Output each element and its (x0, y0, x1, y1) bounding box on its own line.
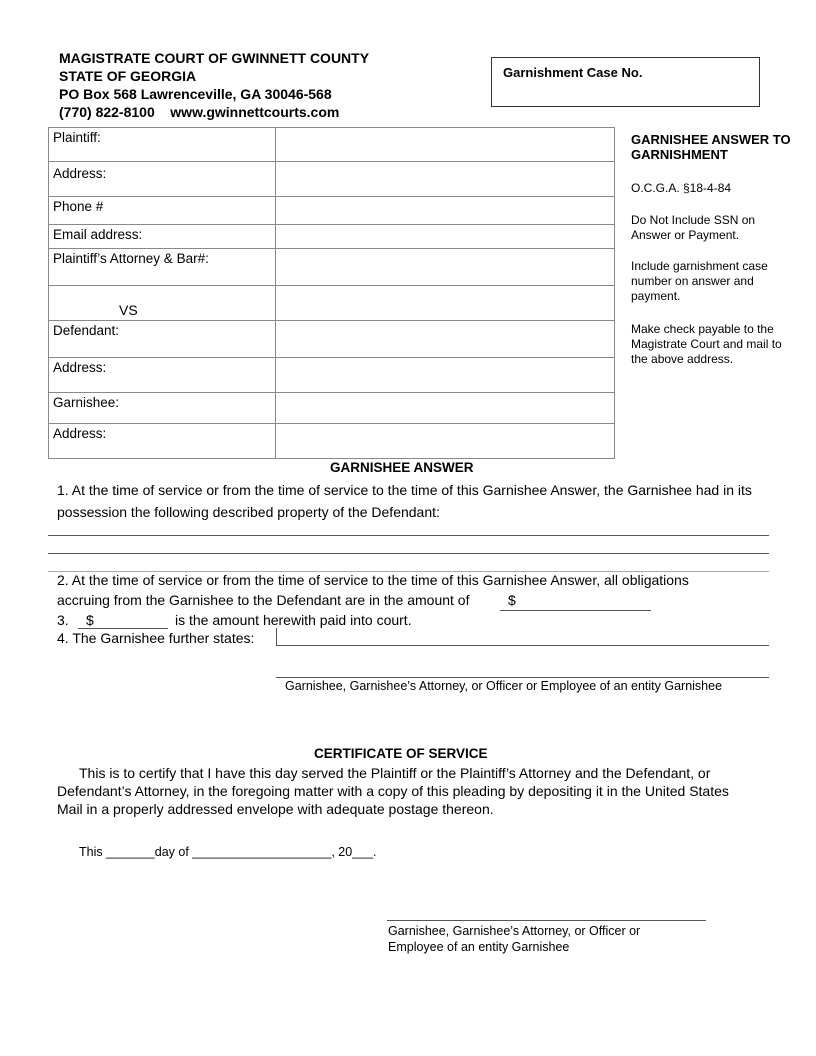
table-row (49, 286, 615, 321)
court-address: PO Box 568 Lawrenceville, GA 30046-568 (59, 86, 332, 102)
paid-amount-field[interactable] (78, 628, 168, 629)
email-field[interactable] (276, 225, 615, 249)
dollar-sign: $ (508, 592, 516, 608)
table-row (49, 393, 615, 424)
court-contact: (770) 822-8100 www.gwinnettcourts.com (59, 104, 340, 120)
case-number-note: Include garnishment case number on answer and payment. (631, 259, 768, 303)
party-label: Address: (49, 162, 276, 197)
table-row (49, 321, 615, 358)
answer-title: GARNISHEE ANSWER (330, 460, 474, 475)
table-row (49, 162, 615, 197)
payment-note: Make check payable to the Magistrate Court and mail to the above address. (631, 322, 782, 366)
court-name: MAGISTRATE COURT OF GWINNETT COUNTY (59, 50, 370, 66)
certificate-signature-caption: Garnishee, Garnishee’s Attorney, or Officer or Employee of an entity Garnishee (388, 924, 641, 954)
certificate-title: CERTIFICATE OF SERVICE (314, 746, 488, 761)
party-label: Plaintiff’s Attorney & Bar#: (49, 249, 276, 286)
party-label: Address: (49, 424, 276, 459)
defendant-field[interactable] (276, 321, 615, 358)
certificate-text: This is to certify that I have this day served the Plaintiff or the Plaintiff’s Attorney and the Defendant, or Defendant’s Attorney, in the foregoing matter with a copy of this pleading by depositing it in the United States Mail in a properly addressed envelope with adequate postage thereon. (57, 765, 729, 817)
answer-signature-line[interactable] (276, 677, 769, 678)
answer-signature-caption: Garnishee, Garnishee’s Attorney, or Officer or Employee of an entity Garnishee (285, 679, 723, 693)
property-line-1[interactable] (48, 535, 769, 536)
party-label: Address: (49, 358, 276, 393)
item-2-text-cont: accruing from the Garnishee to the Defendant are in the amount of (57, 592, 470, 608)
party-label: Phone # (49, 197, 276, 225)
item-1-text: 1. At the time of service or from the time of service to the time of this Garnishee Answer, the Garnishee had in its possession the following described property of the Defendant: (57, 482, 752, 520)
table-row (49, 128, 615, 162)
vs-spacer (276, 286, 615, 321)
attorney-field[interactable] (276, 249, 615, 286)
case-number-label: Garnishment Case No. (503, 65, 643, 80)
plaintiff-field[interactable] (276, 128, 615, 162)
certificate-signature-line[interactable] (387, 920, 706, 921)
further-statement-field[interactable] (276, 645, 769, 646)
phone-field[interactable] (276, 197, 615, 225)
item-4-text: 4. The Garnishee further states: (57, 630, 255, 646)
item-3-number: 3. (57, 612, 69, 628)
party-label: Garnishee: (49, 393, 276, 424)
table-row (49, 424, 615, 459)
ssn-note: Do Not Include SSN on Answer or Payment. (631, 213, 756, 242)
parties-table (48, 127, 615, 459)
table-row (49, 225, 615, 249)
statute: O.C.G.A. §18-4-84 (631, 181, 732, 195)
date-line[interactable]: This _______day of ____________________, 20___. (79, 845, 377, 859)
plaintiff-address-field[interactable] (276, 162, 615, 197)
table-row (49, 249, 615, 286)
item-3-text: is the amount herewith paid into court. (175, 612, 412, 628)
defendant-address-field[interactable] (276, 358, 615, 393)
vs-label: VS (49, 286, 276, 321)
party-label: Plaintiff: (49, 128, 276, 162)
dollar-sign: $ (86, 612, 94, 628)
garnishee-address-field[interactable] (276, 424, 615, 459)
party-label: Email address: (49, 225, 276, 249)
court-state: STATE OF GEORGIA (59, 68, 197, 84)
garnishee-field[interactable] (276, 393, 615, 424)
party-label: Defendant: (49, 321, 276, 358)
case-number-field[interactable] (491, 57, 760, 107)
table-row (49, 197, 615, 225)
statement-field-edge (276, 628, 277, 646)
obligation-amount-field[interactable] (500, 610, 651, 611)
item-2-text: 2. At the time of service or from the time of service to the time of this Garnishee Answer, all obligations (57, 572, 689, 588)
property-line-2[interactable] (48, 553, 769, 554)
table-row (49, 358, 615, 393)
side-title: GARNISHEE ANSWER TO GARNISHMENT (631, 132, 791, 162)
